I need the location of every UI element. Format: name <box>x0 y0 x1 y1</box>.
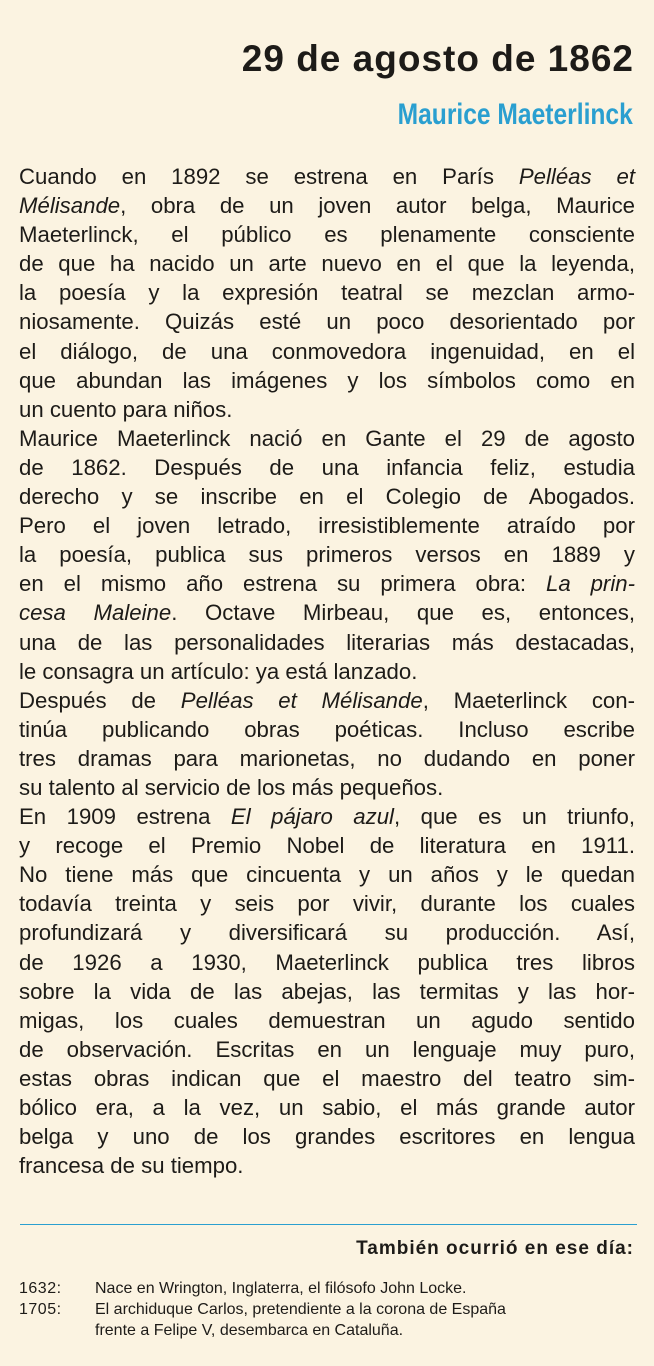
body-line <box>19 715 635 744</box>
body-line <box>19 628 635 657</box>
person-name-heading: Maurice Maeterlinck <box>397 98 633 131</box>
body-line <box>19 1093 635 1122</box>
event-year: 1705: <box>19 1301 62 1318</box>
body-text-segment: de 1862. Después de una infancia feliz, estudia <box>19 454 635 480</box>
body-text-segment: Maeterlinck, el público es plenamente consciente <box>19 222 635 248</box>
body-text-segment: profundizará y diversificará su producción. Así, <box>19 920 635 946</box>
body-line <box>19 860 635 889</box>
body-text-segment: le consagra un artículo: ya está lanzado. <box>19 658 418 684</box>
body-text-segment: , Maeterlinck con- <box>422 687 635 713</box>
body-text-segment: su talento al servicio de los más pequeños. <box>19 774 444 800</box>
body-text-segment: de 1926 a 1930, Maeterlinck publica tres libros <box>19 949 635 975</box>
body-line <box>19 1122 635 1151</box>
body-line <box>19 511 635 540</box>
body-line <box>19 1064 635 1093</box>
section-divider <box>20 1224 637 1225</box>
body-text-segment: en el mismo año estrena su primera obra: <box>19 571 546 597</box>
body-text-segment: Después de <box>19 687 181 713</box>
italic-title-text: El pájaro azul <box>230 804 394 830</box>
body-line <box>19 191 635 220</box>
body-line <box>19 773 635 802</box>
body-text-segment: niosamente. Quizás esté un poco desorientado por <box>19 309 635 335</box>
body-text-segment: todavía treinta y seis por vivir, durante los cuales <box>19 891 635 917</box>
page-title: 29 de agosto de 1862 <box>241 38 634 79</box>
article-body <box>19 162 635 1180</box>
event-description-line: frente a Felipe V, desembarca en Cataluña. <box>95 1322 404 1339</box>
italic-title-text: cesa Maleine <box>19 600 172 626</box>
body-text-segment: estas obras indican que el maestro del teatro sim- <box>19 1065 635 1091</box>
body-text-segment: migas, los cuales demuestran un agudo sentido <box>19 1007 635 1033</box>
body-text-segment: Cuando en 1892 se estrena en París <box>19 164 519 189</box>
body-text-segment: de que ha nacido un arte nuevo en el que la leyenda, <box>19 251 635 277</box>
body-text-segment: la poesía, publica sus primeros versos en 1889 y <box>19 542 635 568</box>
event-year: 1632: <box>19 1280 62 1297</box>
body-text-segment: bólico era, a la vez, un sabio, el más grande autor <box>19 1095 635 1120</box>
body-line <box>19 307 635 336</box>
italic-title-text: Pelléas et Mélisande <box>180 687 423 713</box>
event-description-line: Nace en Wrington, Inglaterra, el filósofo John Locke. <box>95 1280 467 1297</box>
body-line <box>19 366 635 395</box>
body-text-segment: Pero el joven letrado, irresistiblemente atraído por <box>19 513 635 539</box>
body-text-segment: que abundan las imágenes y los símbolos como en <box>19 367 635 393</box>
body-text-segment: tres dramas para marionetas, no dudando en poner <box>19 745 635 771</box>
body-line <box>19 1151 635 1180</box>
body-text-segment: No tiene más que cincuenta y un años y le quedan <box>19 862 635 888</box>
body-line <box>19 453 635 482</box>
body-line <box>19 686 635 715</box>
body-text-segment: , que es un triunfo, <box>393 804 635 830</box>
event-item <box>19 1278 639 1299</box>
body-line <box>19 657 635 686</box>
italic-title-text: La prin- <box>545 571 635 597</box>
body-line <box>19 278 635 307</box>
body-line <box>19 220 635 249</box>
body-text-segment: , obra de un joven autor belga, Maurice <box>120 193 635 219</box>
body-line <box>19 249 635 278</box>
body-line <box>19 744 635 773</box>
also-happened-heading: También ocurrió en ese día: <box>356 1238 634 1259</box>
body-line <box>19 918 635 947</box>
body-line <box>19 395 635 424</box>
body-line <box>19 540 635 569</box>
event-description <box>95 1299 639 1341</box>
body-text-segment: y recoge el Premio Nobel de literatura en 1911. <box>19 833 635 859</box>
body-text-segment: Maurice Maeterlinck nació en Gante el 29 de agosto <box>19 425 635 451</box>
body-text-segment: el diálogo, de una conmovedora ingenuidad, en el <box>19 338 635 364</box>
body-line <box>19 337 635 366</box>
body-text-segment: En 1909 estrena <box>19 804 231 830</box>
body-line <box>19 162 635 191</box>
event-item <box>19 1299 639 1341</box>
body-line <box>19 1006 635 1035</box>
body-line <box>19 569 635 598</box>
body-text-segment: derecho y se inscribe en el Colegio de Abogados. <box>19 484 635 510</box>
body-line <box>19 831 635 860</box>
body-text-segment: sobre la vida de las abejas, las termitas y las hor- <box>19 978 635 1004</box>
body-text-segment: tinúa publicando obras poéticas. Incluso escribe <box>19 716 635 742</box>
events-list <box>19 1278 639 1341</box>
body-line <box>19 1035 635 1064</box>
body-line <box>19 598 635 627</box>
italic-title-text: Pelléas et <box>518 164 635 189</box>
body-text-segment: un cuento para niños. <box>19 396 233 422</box>
body-text-segment: belga y uno de los grandes escritores en lengua <box>19 1124 635 1150</box>
italic-title-text: Mélisande <box>19 193 121 219</box>
event-description <box>95 1278 639 1299</box>
body-line <box>19 889 635 918</box>
body-text-segment: de observación. Escritas en un lenguaje muy puro, <box>19 1036 635 1062</box>
body-line <box>19 948 635 977</box>
event-description-line: El archiduque Carlos, pretendiente a la corona de España <box>95 1301 506 1318</box>
body-line <box>19 802 635 831</box>
body-text-segment: . Octave Mirbeau, que es, entonces, <box>171 600 635 626</box>
body-text-segment: francesa de su tiempo. <box>19 1153 244 1179</box>
body-line <box>19 977 635 1006</box>
body-text-segment: una de las personalidades literarias más destacadas, <box>19 629 635 655</box>
body-line <box>19 482 635 511</box>
body-line <box>19 424 635 453</box>
body-text-segment: la poesía y la expresión teatral se mezclan armo- <box>19 280 635 306</box>
